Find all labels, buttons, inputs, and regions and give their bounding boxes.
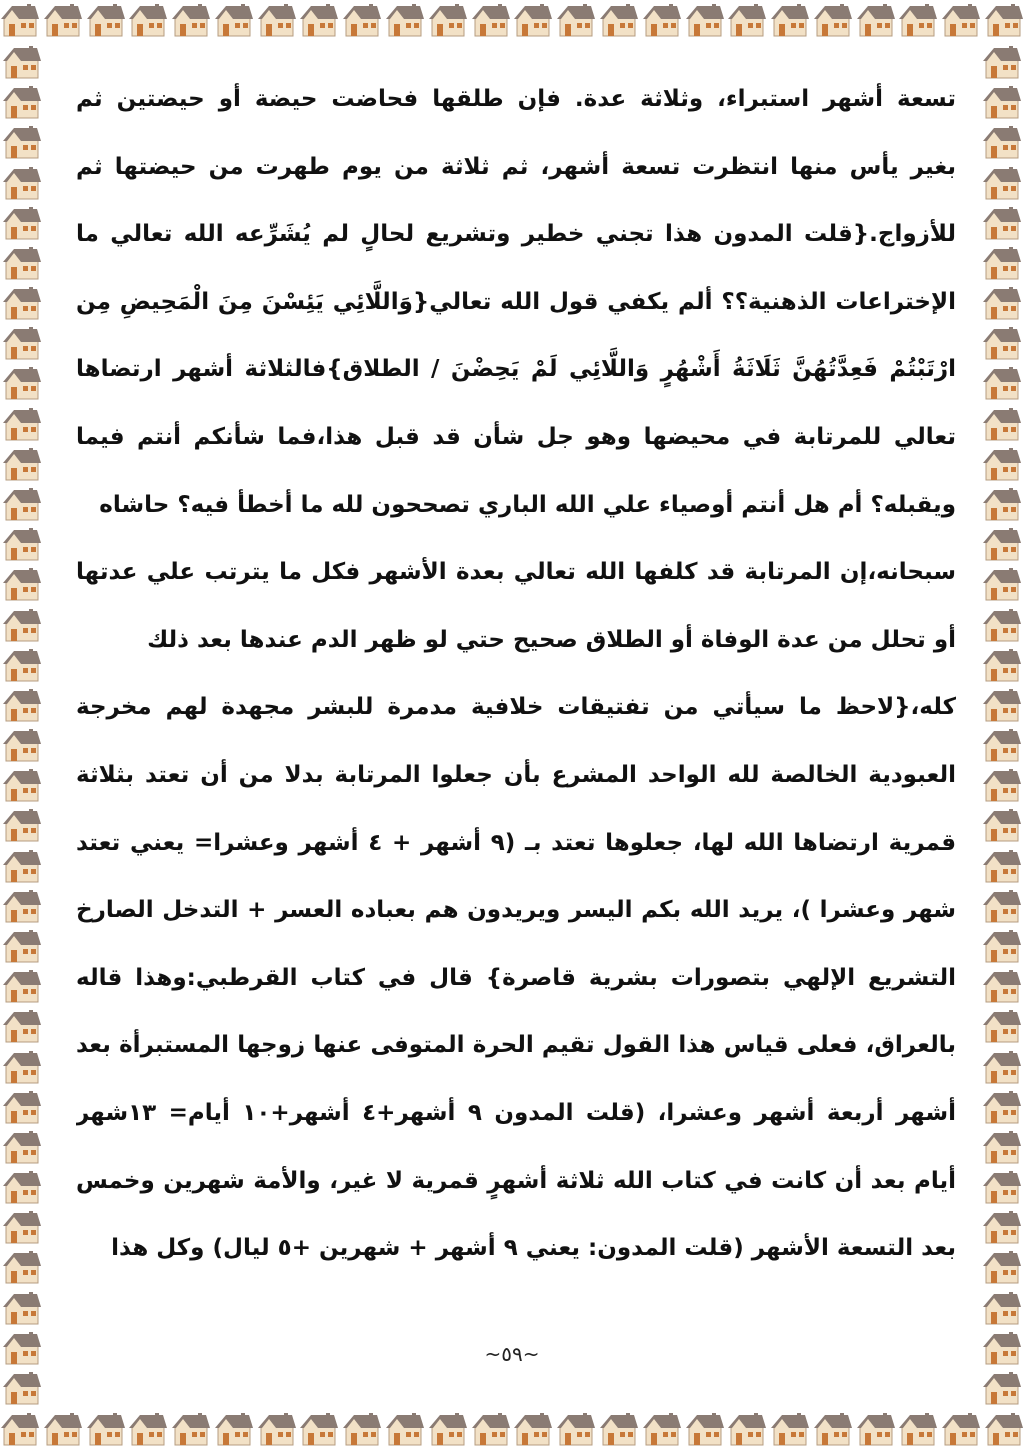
house-icon: [556, 2, 596, 38]
house-icon: [2, 607, 42, 643]
text-line: قمرية ارتضاها الله لها، جعلوها تعتد بـ (٩ أشهر + ٤ أشهر وعشرا= يعني تعتد: [76, 829, 956, 856]
house-icon: [2, 1049, 42, 1085]
house-icon: [898, 2, 938, 38]
house-icon: [599, 2, 639, 38]
house-icon: [982, 807, 1022, 843]
text-line: التشريع الإلهي بتصورات بشرية قاصرة} قال في كتاب القرطبي:وهذا قاله: [76, 964, 956, 991]
house-icon: [982, 1209, 1022, 1245]
text-line: سبحانه،إن المرتابة قد كلفها الله تعالي بعدة الأشهر فكل ما يترتب علي عدتها: [76, 559, 956, 586]
house-icon: [642, 2, 682, 38]
house-icon: [2, 245, 42, 281]
text-line: العبودية الخالصة لله الواحد المشرع بأن جعلوا المرتابة بدلا من أن تعتد بثلاثة: [76, 761, 956, 788]
house-icon: [982, 1249, 1022, 1285]
page-number: ~٥٩~: [484, 1342, 540, 1366]
text-line: تسعة أشهر استبراء، وثلاثة عدة. فإن طلقها فحاضت حيضة أو حيضتين ثم: [76, 86, 956, 112]
house-icon: [982, 365, 1022, 401]
house-icon: [2, 1370, 42, 1406]
house-icon: [982, 285, 1022, 321]
house-icon: [385, 1411, 425, 1447]
house-icon: [982, 848, 1022, 884]
house-icon: [2, 968, 42, 1004]
house-icon: [2, 727, 42, 763]
house-icon: [2, 1249, 42, 1285]
house-icon: [471, 1411, 511, 1447]
text-line: أو تحلل من عدة الوفاة أو الطلاق صحيح حتي لو ظهر الدم عندها بعد ذلك: [147, 626, 956, 653]
house-icon: [941, 1411, 981, 1447]
house-icon: [982, 325, 1022, 361]
house-icon: [342, 2, 382, 38]
house-icon: [982, 1290, 1022, 1326]
house-icon: [982, 687, 1022, 723]
text-line: كله،{لاحظ ما سيأتي من تفتيقات خلافية مدمرة للبشر مجهدة لهم مخرجة: [76, 694, 956, 721]
house-icon: [898, 1411, 938, 1447]
house-icon: [2, 566, 42, 602]
text-line: بعد التسعة الأشهر (قلت المدون: يعني ٩ أشهر + شهرين +٥ ليال) وكل هذا: [111, 1235, 956, 1262]
house-icon: [2, 165, 42, 201]
house-icon: [982, 566, 1022, 602]
house-icon: [982, 245, 1022, 281]
house-icon: [982, 1330, 1022, 1366]
house-icon: [2, 647, 42, 683]
text-line: بالعراق، فعلى قياس هذا القول تقيم الحرة المتوفى عنها زوجها المستبرأة بعد: [76, 1032, 956, 1059]
house-icon: [982, 526, 1022, 562]
house-icon: [2, 687, 42, 723]
house-icon: [982, 165, 1022, 201]
house-icon: [2, 325, 42, 361]
house-icon: [128, 2, 168, 38]
house-icon: [2, 767, 42, 803]
text-line: ويقبله؟ أم هل أنتم أوصياء علي الله الباري تصححون لله ما أخطأ فيه؟ حاشاه: [99, 491, 956, 518]
house-icon: [0, 2, 40, 38]
house-icon: [86, 2, 126, 38]
house-icon: [982, 607, 1022, 643]
text-line: أشهر أربعة أشهر وعشرا، (قلت المدون ٩ أشهر+٤ أشهر+١٠ أيام= ١٣شهر: [76, 1099, 956, 1126]
house-icon: [727, 1411, 767, 1447]
house-icon: [43, 2, 83, 38]
house-icon: [770, 1411, 810, 1447]
house-icon: [982, 406, 1022, 442]
house-icon: [385, 2, 425, 38]
house-icon: [727, 2, 767, 38]
house-icon: [984, 2, 1024, 38]
house-icon: [856, 2, 896, 38]
house-icon: [43, 1411, 83, 1447]
house-icon: [257, 1411, 297, 1447]
text-line: ارْتَبْتُمْ فَعِدَّتُهُنَّ ثَلَاثَةُ أَشْهُرٍ وَاللَّائِي لَمْ يَحِضْنَ / الطلاق}فالثلاثة أشهر ارتضاها: [76, 356, 956, 383]
house-icon: [982, 486, 1022, 522]
house-icon: [2, 1290, 42, 1326]
house-icon: [982, 1008, 1022, 1044]
house-icon: [257, 2, 297, 38]
house-icon: [982, 205, 1022, 241]
text-line: شهر وعشرا )، يريد الله بكم اليسر ويريدون هم بعباده العسر + التدخل الصارخ: [76, 897, 956, 924]
house-icon: [982, 1049, 1022, 1085]
house-icon: [128, 1411, 168, 1447]
house-icon: [2, 1330, 42, 1366]
house-icon: [856, 1411, 896, 1447]
house-icon: [2, 928, 42, 964]
house-icon: [2, 526, 42, 562]
house-icon: [982, 928, 1022, 964]
house-icon: [299, 2, 339, 38]
text-line: تعالي للمرتابة في محيضها وهو جل شأن قد قبل هذا،فما شأنكم أنتم فيما: [76, 423, 956, 450]
house-icon: [2, 848, 42, 884]
house-icon: [982, 446, 1022, 482]
house-icon: [984, 1411, 1024, 1447]
house-icon: [2, 486, 42, 522]
house-icon: [2, 807, 42, 843]
house-icon: [982, 1129, 1022, 1165]
house-icon: [2, 285, 42, 321]
house-icon: [2, 1169, 42, 1205]
text-line: أيام بعد أن كانت في كتاب الله ثلاثة أشهرٍ قمرية لا غير، والأمة شهرين وخمس: [76, 1167, 956, 1194]
house-icon: [2, 1089, 42, 1125]
house-icon: [2, 446, 42, 482]
house-icon: [2, 406, 42, 442]
house-icon: [2, 124, 42, 160]
house-icon: [556, 1411, 596, 1447]
house-icon: [813, 2, 853, 38]
house-icon: [2, 1209, 42, 1245]
house-icon: [982, 888, 1022, 924]
house-icon: [982, 647, 1022, 683]
house-icon: [685, 1411, 725, 1447]
house-icon: [982, 1089, 1022, 1125]
text-line: الإختراعات الذهنية؟؟ ألم يكفي قول الله تعالي{وَاللَّائِي يَئِسْنَ مِنَ الْمَحِيضِ مِن: [76, 288, 956, 315]
house-icon: [2, 1008, 42, 1044]
house-icon: [770, 2, 810, 38]
house-icon: [982, 84, 1022, 120]
house-icon: [86, 1411, 126, 1447]
house-icon: [982, 767, 1022, 803]
house-icon: [982, 1169, 1022, 1205]
house-icon: [685, 2, 725, 38]
house-icon: [0, 1411, 40, 1447]
house-icon: [2, 365, 42, 401]
house-icon: [2, 205, 42, 241]
house-icon: [2, 1129, 42, 1165]
house-icon: [2, 84, 42, 120]
text-line: للأزواج.{قلت المدون هذا تجني خطير وتشريع لحالٍ لم يُشَرِّعه الله تعالي ما: [76, 221, 956, 248]
house-icon: [941, 2, 981, 38]
house-icon: [171, 1411, 211, 1447]
house-icon: [982, 124, 1022, 160]
house-icon: [428, 1411, 468, 1447]
house-icon: [513, 2, 553, 38]
house-icon: [471, 2, 511, 38]
house-icon: [214, 1411, 254, 1447]
house-icon: [599, 1411, 639, 1447]
house-icon: [2, 44, 42, 80]
house-icon: [299, 1411, 339, 1447]
house-icon: [342, 1411, 382, 1447]
body-text: [76, 66, 956, 1283]
house-icon: [642, 1411, 682, 1447]
house-icon: [982, 44, 1022, 80]
house-icon: [513, 1411, 553, 1447]
house-icon: [982, 1370, 1022, 1406]
house-icon: [2, 888, 42, 924]
house-icon: [428, 2, 468, 38]
house-icon: [982, 727, 1022, 763]
house-icon: [982, 968, 1022, 1004]
house-icon: [813, 1411, 853, 1447]
text-line: بغير يأس منها انتظرت تسعة أشهر، ثم ثلاثة من يوم طهرت من حيضتها ثم: [76, 153, 956, 180]
house-icon: [171, 2, 211, 38]
house-icon: [214, 2, 254, 38]
